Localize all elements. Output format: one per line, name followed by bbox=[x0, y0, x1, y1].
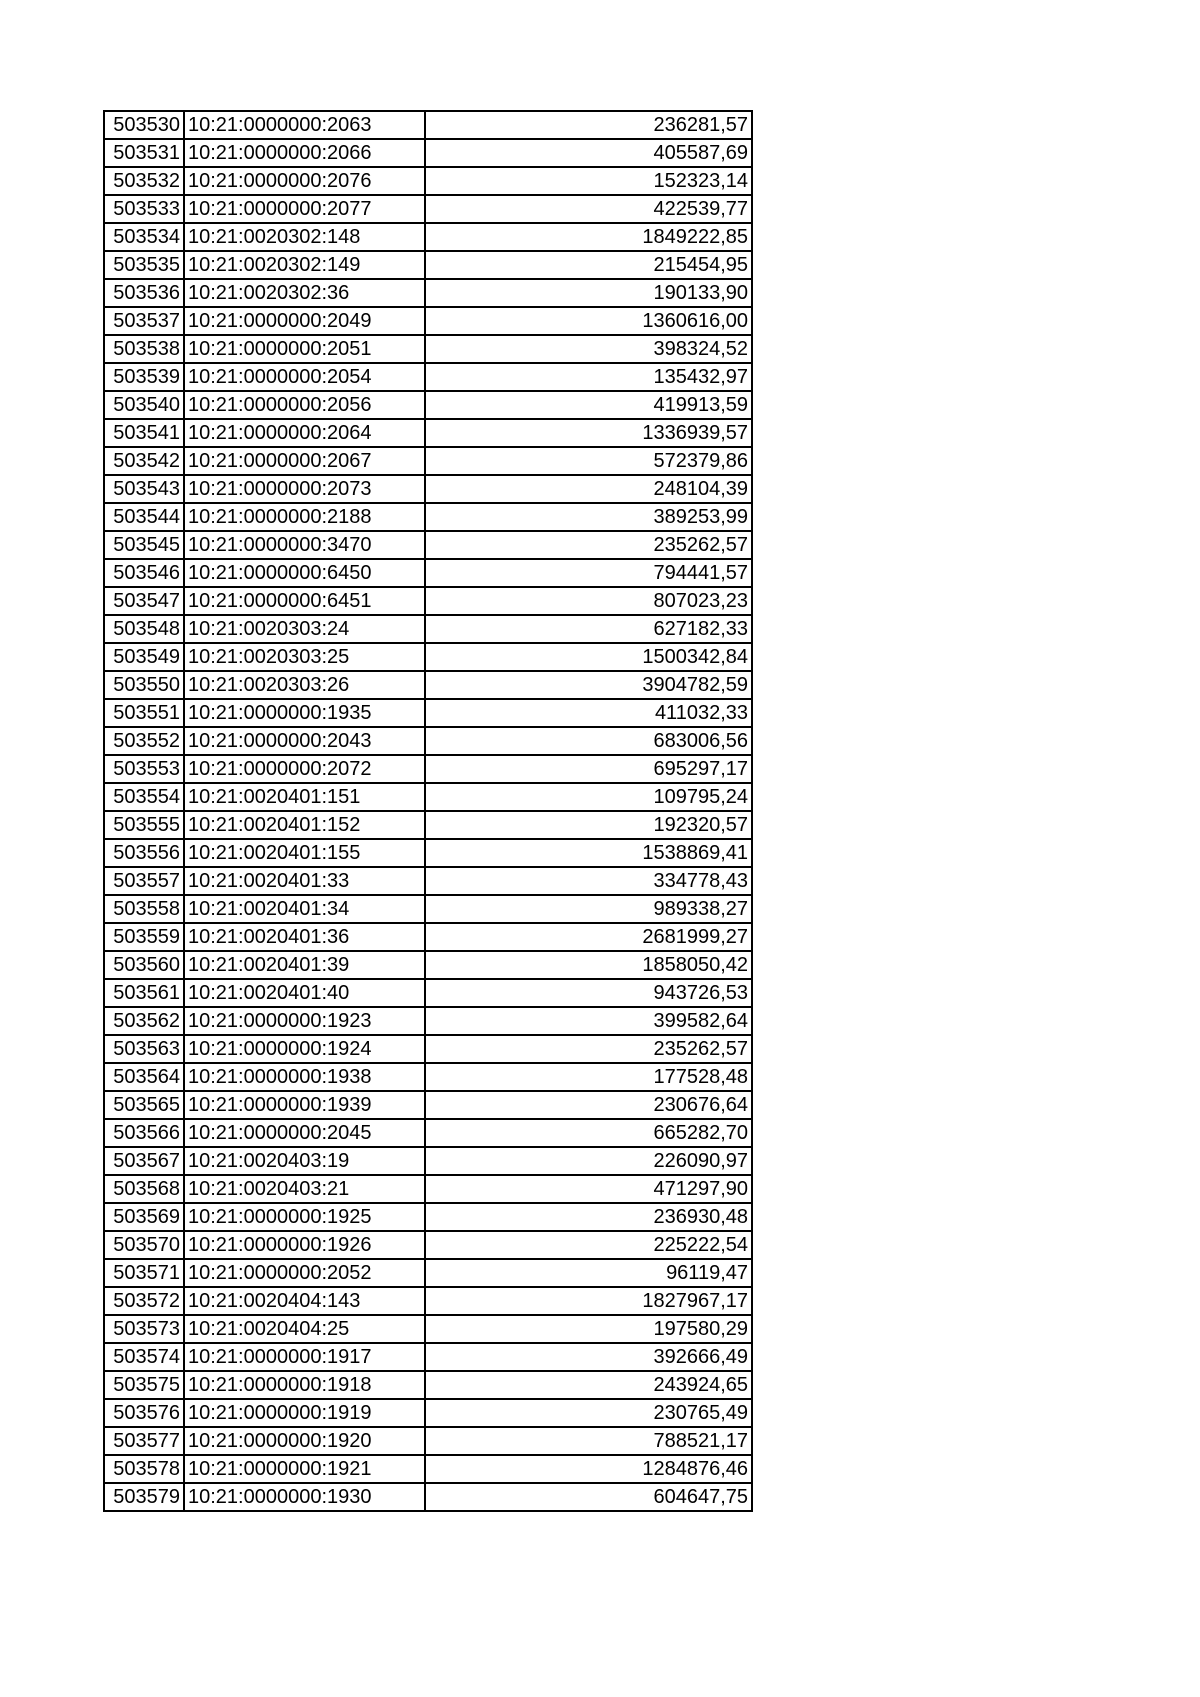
table-row bbox=[104, 111, 752, 139]
table-row bbox=[104, 615, 752, 643]
row-id-cell: 503538 bbox=[104, 335, 184, 363]
row-id-cell: 503550 bbox=[104, 671, 184, 699]
row-id-cell: 503560 bbox=[104, 951, 184, 979]
table-row bbox=[104, 1119, 752, 1147]
table-row bbox=[104, 447, 752, 475]
row-id-cell: 503564 bbox=[104, 1063, 184, 1091]
data-table bbox=[103, 110, 753, 1512]
value-cell: 226090,97 bbox=[425, 1147, 752, 1175]
table-row bbox=[104, 783, 752, 811]
value-cell: 334778,43 bbox=[425, 867, 752, 895]
row-id-cell: 503534 bbox=[104, 223, 184, 251]
value-cell: 235262,57 bbox=[425, 531, 752, 559]
value-cell: 1827967,17 bbox=[425, 1287, 752, 1315]
table-row bbox=[104, 1455, 752, 1483]
cadastral-number-cell: 10:21:0000000:2045 bbox=[184, 1119, 425, 1147]
value-cell: 788521,17 bbox=[425, 1427, 752, 1455]
row-id-cell: 503554 bbox=[104, 783, 184, 811]
table-row bbox=[104, 1399, 752, 1427]
value-cell: 152323,14 bbox=[425, 167, 752, 195]
row-id-cell: 503567 bbox=[104, 1147, 184, 1175]
table-row bbox=[104, 839, 752, 867]
row-id-cell: 503572 bbox=[104, 1287, 184, 1315]
cadastral-number-cell: 10:21:0000000:2063 bbox=[184, 111, 425, 139]
row-id-cell: 503543 bbox=[104, 475, 184, 503]
row-id-cell: 503545 bbox=[104, 531, 184, 559]
row-id-cell: 503574 bbox=[104, 1343, 184, 1371]
cadastral-number-cell: 10:21:0000000:2077 bbox=[184, 195, 425, 223]
table-row bbox=[104, 1259, 752, 1287]
table-row bbox=[104, 1427, 752, 1455]
value-cell: 109795,24 bbox=[425, 783, 752, 811]
table-row bbox=[104, 503, 752, 531]
cadastral-number-cell: 10:21:0000000:1917 bbox=[184, 1343, 425, 1371]
row-id-cell: 503558 bbox=[104, 895, 184, 923]
cadastral-number-cell: 10:21:0000000:6451 bbox=[184, 587, 425, 615]
table-row bbox=[104, 335, 752, 363]
table-row bbox=[104, 307, 752, 335]
cadastral-number-cell: 10:21:0000000:6450 bbox=[184, 559, 425, 587]
cadastral-number-cell: 10:21:0000000:1924 bbox=[184, 1035, 425, 1063]
row-id-cell: 503555 bbox=[104, 811, 184, 839]
cadastral-number-cell: 10:21:0000000:1925 bbox=[184, 1203, 425, 1231]
table-row bbox=[104, 223, 752, 251]
value-cell: 943726,53 bbox=[425, 979, 752, 1007]
row-id-cell: 503570 bbox=[104, 1231, 184, 1259]
row-id-cell: 503544 bbox=[104, 503, 184, 531]
table-row bbox=[104, 643, 752, 671]
cadastral-number-cell: 10:21:0020302:148 bbox=[184, 223, 425, 251]
table-row bbox=[104, 1287, 752, 1315]
table-row bbox=[104, 923, 752, 951]
table-row bbox=[104, 251, 752, 279]
table-row bbox=[104, 1315, 752, 1343]
cadastral-number-cell: 10:21:0000000:1921 bbox=[184, 1455, 425, 1483]
cadastral-number-cell: 10:21:0000000:1939 bbox=[184, 1091, 425, 1119]
row-id-cell: 503578 bbox=[104, 1455, 184, 1483]
cadastral-number-cell: 10:21:0020403:21 bbox=[184, 1175, 425, 1203]
value-cell: 197580,29 bbox=[425, 1315, 752, 1343]
value-cell: 215454,95 bbox=[425, 251, 752, 279]
table-row bbox=[104, 1091, 752, 1119]
cadastral-number-cell: 10:21:0020404:143 bbox=[184, 1287, 425, 1315]
table-row bbox=[104, 951, 752, 979]
value-cell: 471297,90 bbox=[425, 1175, 752, 1203]
row-id-cell: 503540 bbox=[104, 391, 184, 419]
cadastral-number-cell: 10:21:0000000:2056 bbox=[184, 391, 425, 419]
value-cell: 225222,54 bbox=[425, 1231, 752, 1259]
cadastral-number-cell: 10:21:0020401:34 bbox=[184, 895, 425, 923]
row-id-cell: 503548 bbox=[104, 615, 184, 643]
table-row bbox=[104, 195, 752, 223]
cadastral-number-cell: 10:21:0020303:24 bbox=[184, 615, 425, 643]
value-cell: 1500342,84 bbox=[425, 643, 752, 671]
row-id-cell: 503533 bbox=[104, 195, 184, 223]
cadastral-number-cell: 10:21:0020401:40 bbox=[184, 979, 425, 1007]
table-row bbox=[104, 587, 752, 615]
value-cell: 399582,64 bbox=[425, 1007, 752, 1035]
table-body bbox=[104, 111, 752, 1511]
row-id-cell: 503561 bbox=[104, 979, 184, 1007]
cadastral-number-cell: 10:21:0000000:2049 bbox=[184, 307, 425, 335]
value-cell: 627182,33 bbox=[425, 615, 752, 643]
cadastral-number-cell: 10:21:0000000:1918 bbox=[184, 1371, 425, 1399]
row-id-cell: 503546 bbox=[104, 559, 184, 587]
value-cell: 989338,27 bbox=[425, 895, 752, 923]
value-cell: 1849222,85 bbox=[425, 223, 752, 251]
value-cell: 419913,59 bbox=[425, 391, 752, 419]
cadastral-number-cell: 10:21:0000000:2054 bbox=[184, 363, 425, 391]
value-cell: 1538869,41 bbox=[425, 839, 752, 867]
cadastral-number-cell: 10:21:0000000:1938 bbox=[184, 1063, 425, 1091]
value-cell: 192320,57 bbox=[425, 811, 752, 839]
row-id-cell: 503579 bbox=[104, 1483, 184, 1511]
table-row bbox=[104, 1007, 752, 1035]
cadastral-number-cell: 10:21:0020401:151 bbox=[184, 783, 425, 811]
value-cell: 683006,56 bbox=[425, 727, 752, 755]
row-id-cell: 503537 bbox=[104, 307, 184, 335]
cadastral-number-cell: 10:21:0020401:36 bbox=[184, 923, 425, 951]
cadastral-number-cell: 10:21:0000000:2188 bbox=[184, 503, 425, 531]
row-id-cell: 503563 bbox=[104, 1035, 184, 1063]
row-id-cell: 503547 bbox=[104, 587, 184, 615]
cadastral-number-cell: 10:21:0000000:1920 bbox=[184, 1427, 425, 1455]
row-id-cell: 503552 bbox=[104, 727, 184, 755]
value-cell: 389253,99 bbox=[425, 503, 752, 531]
row-id-cell: 503551 bbox=[104, 699, 184, 727]
row-id-cell: 503577 bbox=[104, 1427, 184, 1455]
table-row bbox=[104, 895, 752, 923]
table-row bbox=[104, 419, 752, 447]
table-row bbox=[104, 139, 752, 167]
cadastral-number-cell: 10:21:0020302:36 bbox=[184, 279, 425, 307]
table-row bbox=[104, 363, 752, 391]
row-id-cell: 503535 bbox=[104, 251, 184, 279]
cadastral-number-cell: 10:21:0020401:33 bbox=[184, 867, 425, 895]
table-row bbox=[104, 699, 752, 727]
cadastral-number-cell: 10:21:0020302:149 bbox=[184, 251, 425, 279]
row-id-cell: 503571 bbox=[104, 1259, 184, 1287]
cadastral-number-cell: 10:21:0000000:3470 bbox=[184, 531, 425, 559]
value-cell: 235262,57 bbox=[425, 1035, 752, 1063]
row-id-cell: 503531 bbox=[104, 139, 184, 167]
value-cell: 665282,70 bbox=[425, 1119, 752, 1147]
cadastral-number-cell: 10:21:0000000:2072 bbox=[184, 755, 425, 783]
table-row bbox=[104, 559, 752, 587]
value-cell: 230676,64 bbox=[425, 1091, 752, 1119]
value-cell: 807023,23 bbox=[425, 587, 752, 615]
row-id-cell: 503539 bbox=[104, 363, 184, 391]
cadastral-number-cell: 10:21:0020303:25 bbox=[184, 643, 425, 671]
row-id-cell: 503562 bbox=[104, 1007, 184, 1035]
row-id-cell: 503566 bbox=[104, 1119, 184, 1147]
value-cell: 1858050,42 bbox=[425, 951, 752, 979]
table-row bbox=[104, 1371, 752, 1399]
value-cell: 236281,57 bbox=[425, 111, 752, 139]
value-cell: 572379,86 bbox=[425, 447, 752, 475]
row-id-cell: 503573 bbox=[104, 1315, 184, 1343]
table-row bbox=[104, 279, 752, 307]
cadastral-number-cell: 10:21:0000000:2051 bbox=[184, 335, 425, 363]
cadastral-number-cell: 10:21:0000000:1935 bbox=[184, 699, 425, 727]
row-id-cell: 503530 bbox=[104, 111, 184, 139]
value-cell: 695297,17 bbox=[425, 755, 752, 783]
cadastral-number-cell: 10:21:0000000:2067 bbox=[184, 447, 425, 475]
cadastral-number-cell: 10:21:0000000:2043 bbox=[184, 727, 425, 755]
cadastral-number-cell: 10:21:0020404:25 bbox=[184, 1315, 425, 1343]
value-cell: 1360616,00 bbox=[425, 307, 752, 335]
row-id-cell: 503542 bbox=[104, 447, 184, 475]
row-id-cell: 503575 bbox=[104, 1371, 184, 1399]
table-row bbox=[104, 811, 752, 839]
table-row bbox=[104, 1483, 752, 1511]
table-row bbox=[104, 1343, 752, 1371]
row-id-cell: 503536 bbox=[104, 279, 184, 307]
table-row bbox=[104, 1147, 752, 1175]
cadastral-number-cell: 10:21:0020401:152 bbox=[184, 811, 425, 839]
table-row bbox=[104, 475, 752, 503]
value-cell: 2681999,27 bbox=[425, 923, 752, 951]
value-cell: 190133,90 bbox=[425, 279, 752, 307]
value-cell: 1284876,46 bbox=[425, 1455, 752, 1483]
cadastral-number-cell: 10:21:0020401:155 bbox=[184, 839, 425, 867]
table-row bbox=[104, 671, 752, 699]
cadastral-number-cell: 10:21:0020303:26 bbox=[184, 671, 425, 699]
row-id-cell: 503556 bbox=[104, 839, 184, 867]
row-id-cell: 503553 bbox=[104, 755, 184, 783]
row-id-cell: 503557 bbox=[104, 867, 184, 895]
table-row bbox=[104, 1063, 752, 1091]
table-row bbox=[104, 979, 752, 1007]
value-cell: 96119,47 bbox=[425, 1259, 752, 1287]
row-id-cell: 503565 bbox=[104, 1091, 184, 1119]
cadastral-number-cell: 10:21:0000000:2052 bbox=[184, 1259, 425, 1287]
row-id-cell: 503568 bbox=[104, 1175, 184, 1203]
cadastral-number-cell: 10:21:0020401:39 bbox=[184, 951, 425, 979]
row-id-cell: 503549 bbox=[104, 643, 184, 671]
value-cell: 392666,49 bbox=[425, 1343, 752, 1371]
cadastral-number-cell: 10:21:0000000:1926 bbox=[184, 1231, 425, 1259]
row-id-cell: 503541 bbox=[104, 419, 184, 447]
table-row bbox=[104, 1175, 752, 1203]
value-cell: 177528,48 bbox=[425, 1063, 752, 1091]
table-row bbox=[104, 1203, 752, 1231]
value-cell: 411032,33 bbox=[425, 699, 752, 727]
value-cell: 135432,97 bbox=[425, 363, 752, 391]
value-cell: 248104,39 bbox=[425, 475, 752, 503]
row-id-cell: 503576 bbox=[104, 1399, 184, 1427]
value-cell: 3904782,59 bbox=[425, 671, 752, 699]
value-cell: 604647,75 bbox=[425, 1483, 752, 1511]
value-cell: 405587,69 bbox=[425, 139, 752, 167]
row-id-cell: 503559 bbox=[104, 923, 184, 951]
table-row bbox=[104, 167, 752, 195]
table-row bbox=[104, 727, 752, 755]
table-row bbox=[104, 755, 752, 783]
table-row bbox=[104, 1035, 752, 1063]
cadastral-number-cell: 10:21:0000000:2073 bbox=[184, 475, 425, 503]
value-cell: 236930,48 bbox=[425, 1203, 752, 1231]
row-id-cell: 503569 bbox=[104, 1203, 184, 1231]
cadastral-number-cell: 10:21:0000000:1919 bbox=[184, 1399, 425, 1427]
value-cell: 230765,49 bbox=[425, 1399, 752, 1427]
table-row bbox=[104, 867, 752, 895]
table-row bbox=[104, 391, 752, 419]
value-cell: 243924,65 bbox=[425, 1371, 752, 1399]
row-id-cell: 503532 bbox=[104, 167, 184, 195]
cadastral-number-cell: 10:21:0000000:1930 bbox=[184, 1483, 425, 1511]
table-row bbox=[104, 1231, 752, 1259]
cadastral-number-cell: 10:21:0020403:19 bbox=[184, 1147, 425, 1175]
cadastral-number-cell: 10:21:0000000:2064 bbox=[184, 419, 425, 447]
cadastral-number-cell: 10:21:0000000:2076 bbox=[184, 167, 425, 195]
cadastral-number-cell: 10:21:0000000:2066 bbox=[184, 139, 425, 167]
value-cell: 794441,57 bbox=[425, 559, 752, 587]
cadastral-number-cell: 10:21:0000000:1923 bbox=[184, 1007, 425, 1035]
table-row bbox=[104, 531, 752, 559]
value-cell: 422539,77 bbox=[425, 195, 752, 223]
value-cell: 1336939,57 bbox=[425, 419, 752, 447]
value-cell: 398324,52 bbox=[425, 335, 752, 363]
